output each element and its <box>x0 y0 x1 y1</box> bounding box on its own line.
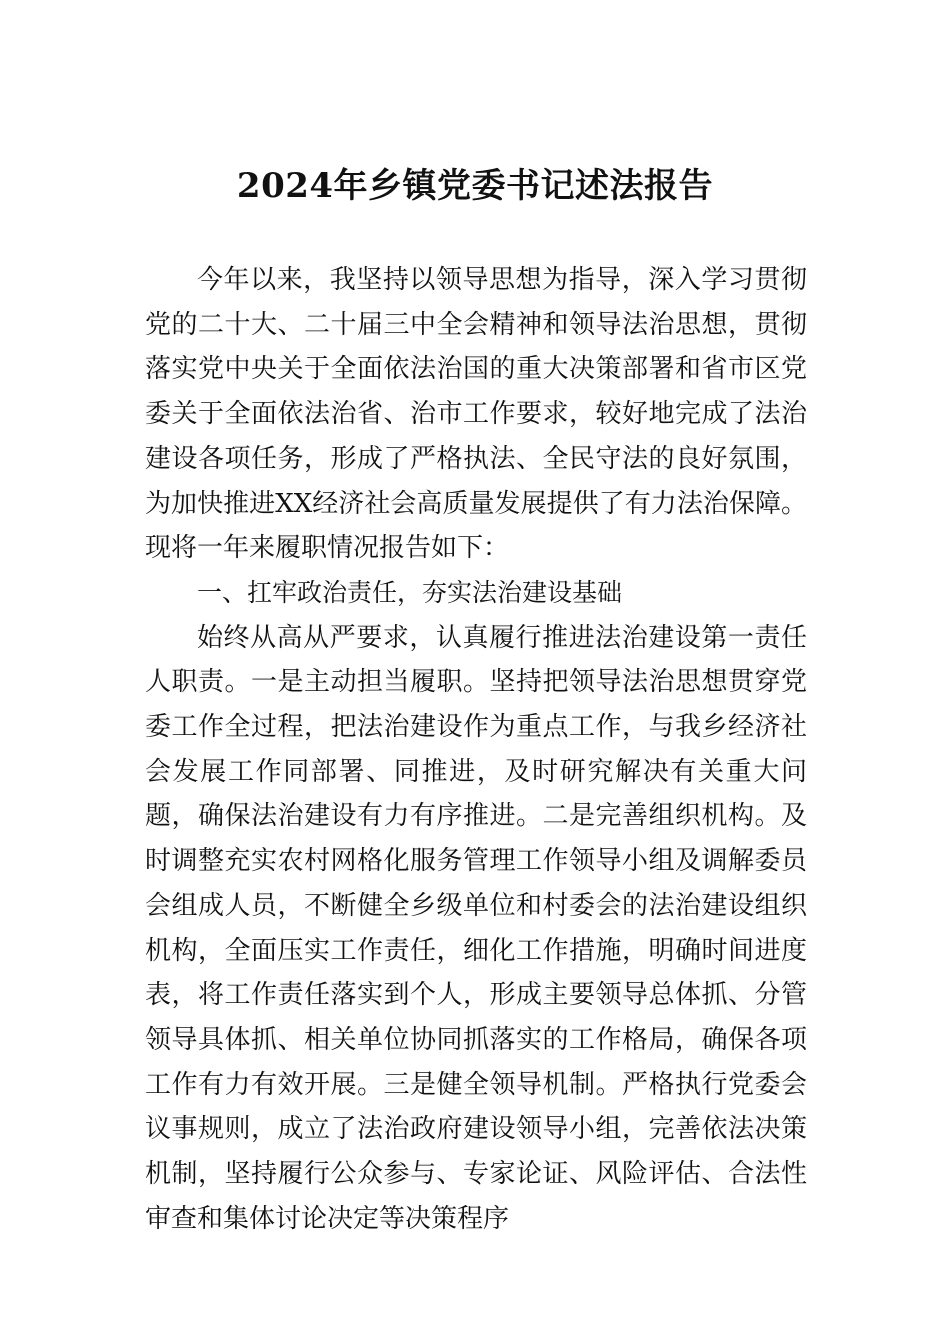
intro-paragraph: 今年以来，我坚持以领导思想为指导，深入学习贯彻党的二十大、二十届三中全会精神和领导法治思想，贯彻落实党中央关于全面依法治国的重大决策部署和省市区党委关于全面依法治省、治市工作要求，较好地完成了法治建设各项任务，形成了严格执法、全民守法的良好氛围，为加快推进XX经济社会高质量发展提供了有力法治保障。现将一年来履职情况报告如下： <box>145 265 807 564</box>
section-heading-1: 一、扛牢政治责任，夯实法治建设基础 <box>197 577 623 607</box>
section-1-paragraph: 始终从高从严要求，认真履行推进法治建设第一责任人职责。一是主动担当履职。坚持把领导法治思想贯穿党委工作全过程，把法治建设作为重点工作，与我乡经济社会发展工作同部署、同推进，及时研究解决有关重大问题，确保法治建设有力有序推进。二是完善组织机构。及时调整充实农村网格化服务管理工作领导小组及调解委员会组成人员，不断健全乡级单位和村委会的法治建设组织机构，全面压实工作责任，细化工作措施，明确时间进度表，将工作责任落实到个人，形成主要领导总体抓、分管领导具体抓、相关单位协同抓落实的工作格局，确保各项工作有力有效开展。三是健全领导机制。严格执行党委会议事规则，成立了法治政府建设领导小组，完善依法决策机制，坚持履行公众参与、专家论证、风险评估、合法性审查和集体讨论决定等决策程序 <box>145 622 807 1234</box>
document-body <box>145 258 807 1241</box>
document-title: 2024年乡镇党委书记述法报告 <box>236 166 714 206</box>
